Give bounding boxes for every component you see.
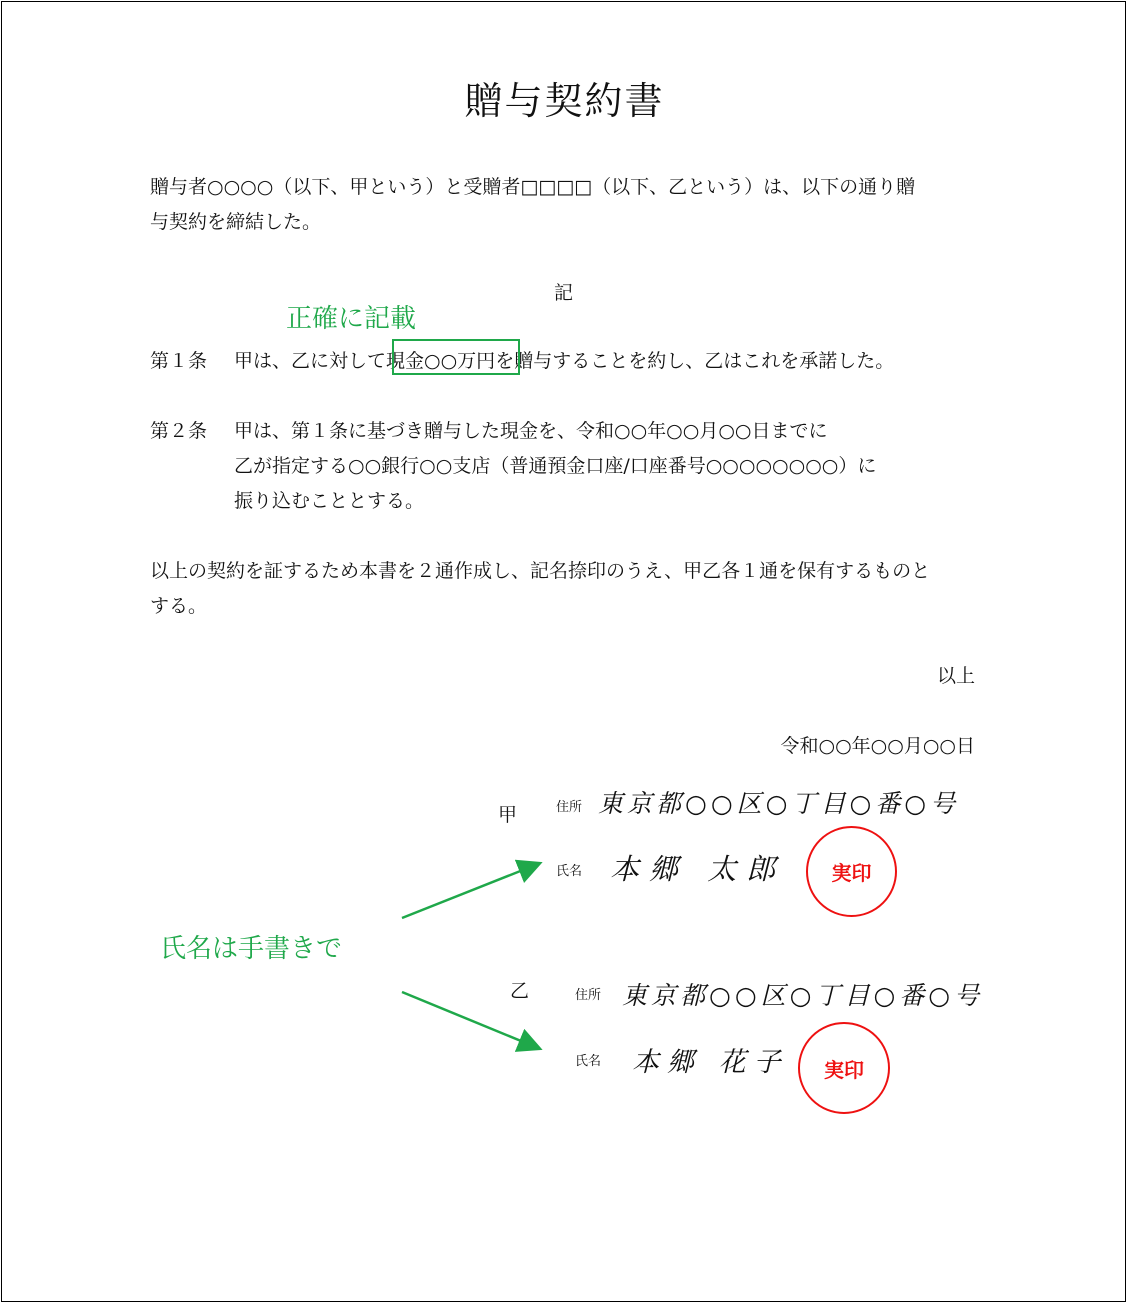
- party-kou-address-label: 住所: [556, 800, 583, 815]
- ki-heading: 記: [554, 282, 574, 304]
- date-text: 令和○○年○○月○○日: [780, 735, 975, 757]
- party-otsu-seal-text: 実印: [824, 1057, 864, 1082]
- party-kou-seal-text: 実印: [831, 861, 872, 885]
- party-otsu-address-label: 住所: [575, 988, 602, 1003]
- intro-line-1: 贈与者○○○○（以下、甲という）と受贈者□□□□（以下、乙という）は、以下の通り贈: [150, 176, 916, 198]
- party-otsu-address: 東京都○○区○丁目○番○号: [622, 981, 984, 1010]
- arrow-to-otsu-name: [402, 992, 538, 1048]
- arrow-to-kou-name: [402, 864, 538, 918]
- closing-line-1: 以上の契約を証するため本書を２通作成し、記名捺印のうえ、甲乙各１通を保有するものと: [150, 560, 931, 582]
- article-1-pre: 甲は、乙に対して: [234, 350, 387, 372]
- article-1-label: 第１条: [150, 350, 208, 372]
- annotation-accurate: 正確に記載: [286, 304, 417, 334]
- document-title: 贈与契約書: [464, 79, 665, 123]
- intro-line-2: 与契約を締結した。: [150, 211, 322, 233]
- party-kou-name-label: 氏名: [556, 864, 583, 879]
- article-1-highlight: 現金○○万円: [386, 350, 496, 372]
- article-2-line-3: 振り込むこととする。: [234, 490, 425, 512]
- article-2-label: 第２条: [150, 420, 208, 442]
- ijo-text: 以上: [936, 665, 975, 687]
- closing-line-2: する。: [150, 595, 208, 617]
- party-kou-label: 甲: [498, 804, 518, 826]
- article-2-line-2: 乙が指定する○○銀行○○支店（普通預金口座/口座番号○○○○○○○○）に: [234, 455, 877, 477]
- party-otsu-name-label: 氏名: [575, 1054, 602, 1069]
- party-kou-address: 東京都○○区○丁目○番○号: [598, 789, 960, 818]
- party-kou-name: 本郷 太郎: [610, 852, 786, 886]
- annotation-handwrite: 氏名は手書きで: [160, 934, 343, 964]
- party-otsu-label: 乙: [510, 980, 530, 1002]
- party-otsu-name: 本郷 花子: [632, 1047, 789, 1078]
- article-2-line-1: 甲は、第１条に基づき贈与した現金を、令和○○年○○月○○日までに: [234, 420, 828, 442]
- article-1-post: を贈与することを約し、乙はこれを承諾した。: [495, 350, 895, 372]
